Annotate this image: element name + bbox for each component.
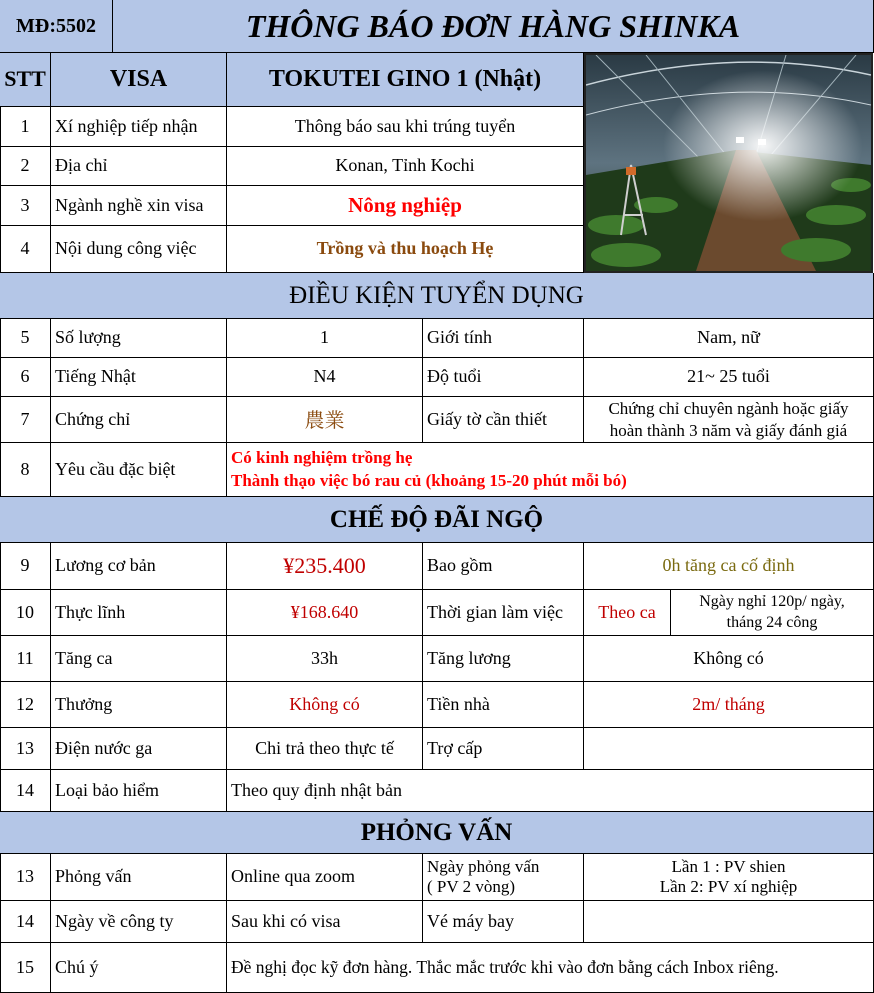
stt-header: STT [0, 53, 51, 107]
documents-value-line1: Chứng chỉ chuyên ngành hoặc giấy [608, 399, 849, 419]
insurance-value: Theo quy định nhật bản [227, 770, 874, 812]
job-content-value: Trồng và thu hoạch Hẹ [227, 226, 584, 273]
overtime-label: Tăng ca [51, 636, 227, 682]
basic-salary-value: ¥235.400 [227, 543, 423, 590]
interview-round-2: Lần 2: PV xí nghiệp [659, 877, 798, 896]
row-9-no: 9 [0, 543, 51, 590]
section-interview: PHỎNG VẤN [0, 812, 874, 854]
certificate-label: Chứng chỉ [51, 397, 227, 443]
shift-value: Theo ca [584, 590, 671, 636]
japanese-value: N4 [227, 358, 423, 397]
includes-value: 0h tăng ca cố định [584, 543, 874, 590]
interview-date-line1: Ngày phỏng vấn [427, 856, 540, 876]
return-date-label: Ngày về công ty [51, 901, 227, 943]
air-ticket-value [584, 901, 874, 943]
quantity-value: 1 [227, 319, 423, 358]
insurance-label: Loại bảo hiểm [51, 770, 227, 812]
row-4-no: 4 [0, 226, 51, 273]
working-time-line1: Ngày nghỉ 120p/ ngày, [699, 592, 845, 610]
gender-value: Nam, nữ [584, 319, 874, 358]
gender-label: Giới tính [423, 319, 584, 358]
interview-label: Phỏng vấn [51, 854, 227, 901]
allowance-value [584, 728, 874, 770]
return-date-value: Sau khi có visa [227, 901, 423, 943]
net-salary-value: ¥168.640 [227, 590, 423, 636]
row-1-no: 1 [0, 107, 51, 147]
greenhouse-photo [584, 53, 873, 273]
age-label: Độ tuổi [423, 358, 584, 397]
working-time-label: Thời gian làm việc [423, 590, 584, 636]
order-code: MĐ:5502 [0, 0, 113, 53]
utilities-label: Điện nước ga [51, 728, 227, 770]
quantity-label: Số lượng [51, 319, 227, 358]
row-3-no: 3 [0, 186, 51, 226]
working-time-line2: tháng 24 công [726, 613, 818, 631]
age-value: 21~ 25 tuổi [584, 358, 874, 397]
interview-date-line2: ( PV 2 vòng) [427, 877, 515, 896]
raise-value: Không có [584, 636, 874, 682]
interview-value: Online qua zoom [227, 854, 423, 901]
section-benefits: CHẾ ĐỘ ĐÃI NGỘ [0, 497, 874, 543]
row-5-no: 5 [0, 319, 51, 358]
interview-rounds-value [584, 854, 874, 901]
allowance-label: Trợ cấp [423, 728, 584, 770]
special-requirement-label: Yêu cầu đặc biệt [51, 443, 227, 497]
interview-row-15-no: 15 [0, 943, 51, 993]
note-value: Đề nghị đọc kỹ đơn hàng. Thắc mắc trước khi vào đơn bằng cách Inbox riêng. [227, 943, 874, 993]
visa-header: VISA [51, 53, 227, 107]
documents-label: Giấy tờ cần thiết [423, 397, 584, 443]
special-requirement-value [227, 443, 874, 497]
includes-label: Bao gồm [423, 543, 584, 590]
housing-value: 2m/ tháng [584, 682, 874, 728]
basic-salary-label: Lương cơ bản [51, 543, 227, 590]
row-12-no: 12 [0, 682, 51, 728]
documents-value-line2: hoàn thành 3 năm và giấy đánh giá [609, 420, 848, 440]
visa-field-label: Ngành nghề xin visa [51, 186, 227, 226]
row-14-no: 14 [0, 770, 51, 812]
receiving-company-label: Xí nghiệp tiếp nhận [51, 107, 227, 147]
address-value: Konan, Tỉnh Kochi [227, 147, 584, 186]
overtime-value: 33h [227, 636, 423, 682]
bonus-value: Không có [227, 682, 423, 728]
raise-label: Tăng lương [423, 636, 584, 682]
row-7-no: 7 [0, 397, 51, 443]
row-8-no: 8 [0, 443, 51, 497]
note-label: Chú ý [51, 943, 227, 993]
row-2-no: 2 [0, 147, 51, 186]
visa-type: TOKUTEI GINO 1 (Nhật) [227, 53, 584, 107]
row-11-no: 11 [0, 636, 51, 682]
address-label: Địa chỉ [51, 147, 227, 186]
special-requirement-line1: Có kinh nghiệm trồng hẹ [231, 447, 413, 467]
row-6-no: 6 [0, 358, 51, 397]
housing-label: Tiền nhà [423, 682, 584, 728]
page-title: THÔNG BÁO ĐƠN HÀNG SHINKA [113, 0, 874, 53]
air-ticket-label: Vé máy bay [423, 901, 584, 943]
japanese-label: Tiếng Nhật [51, 358, 227, 397]
documents-value [584, 397, 874, 443]
interview-date-label [423, 854, 584, 901]
visa-field-value: Nông nghiệp [227, 186, 584, 226]
bonus-label: Thưởng [51, 682, 227, 728]
utilities-value: Chi trả theo thực tế [227, 728, 423, 770]
interview-round-1: Lần 1 : PV shien [671, 856, 786, 876]
greenhouse-illustration [586, 55, 871, 271]
special-requirement-line2: Thành thạo việc bó rau củ (khoảng 15-20 phút mỗi bó) [231, 470, 627, 490]
job-content-label: Nội dung công việc [51, 226, 227, 273]
section-conditions: ĐIỀU KIỆN TUYỂN DỤNG [0, 273, 874, 319]
working-time-value [671, 590, 874, 636]
row-10-no: 10 [0, 590, 51, 636]
receiving-company-value: Thông báo sau khi trúng tuyển [227, 107, 584, 147]
interview-row-14-no: 14 [0, 901, 51, 943]
net-salary-label: Thực lĩnh [51, 590, 227, 636]
row-13-no: 13 [0, 728, 51, 770]
interview-row-13-no: 13 [0, 854, 51, 901]
certificate-value: 農業 [227, 397, 423, 443]
